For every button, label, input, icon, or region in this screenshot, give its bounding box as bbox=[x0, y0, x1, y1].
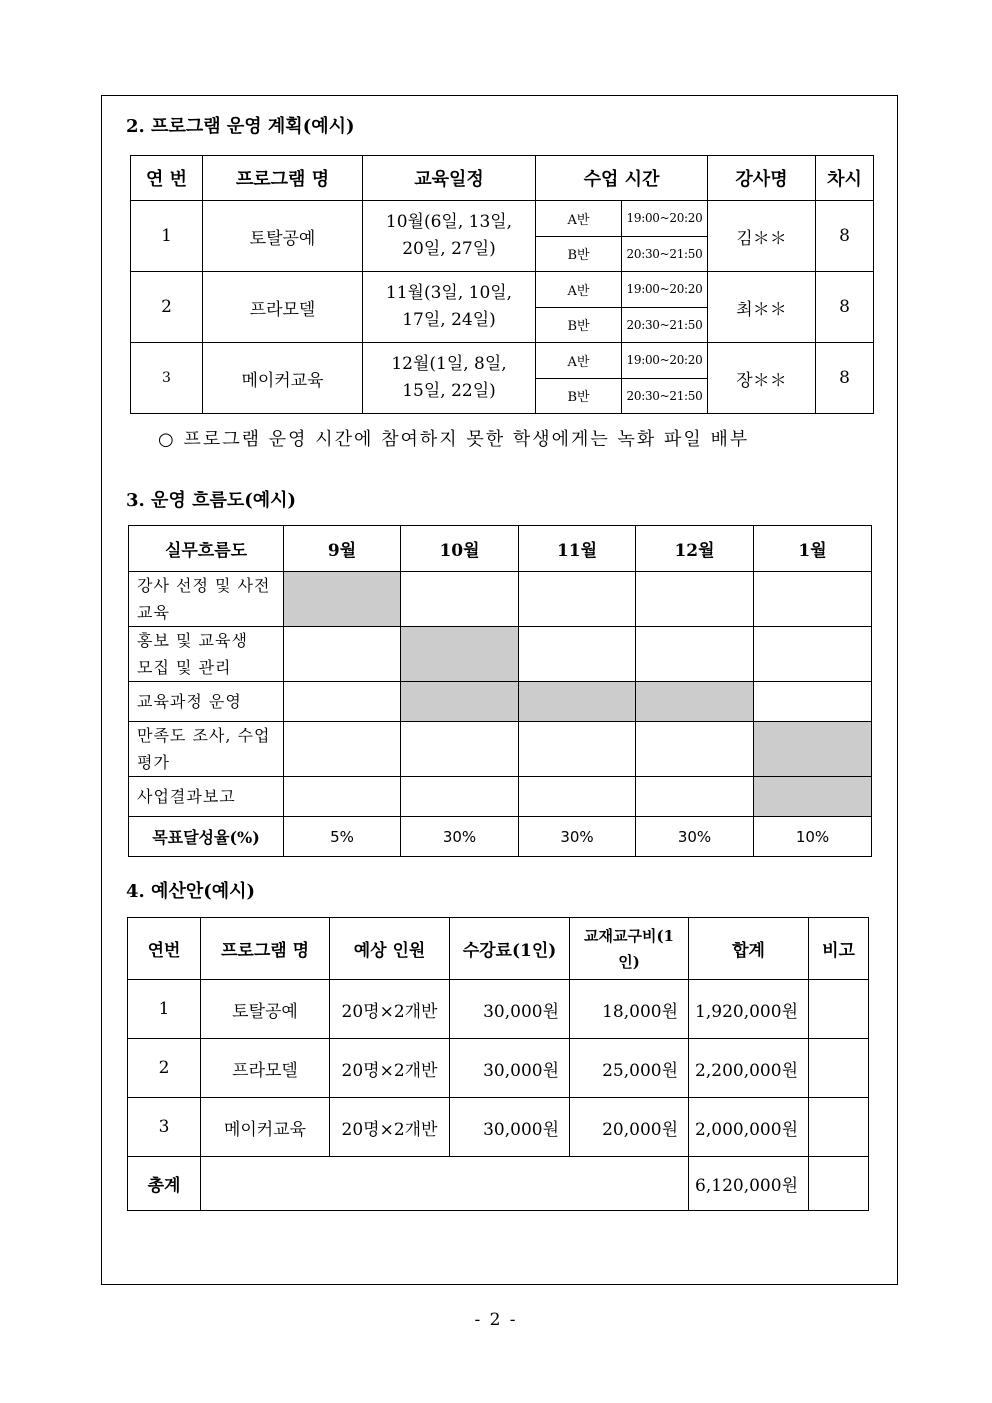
fee: 30,000원 bbox=[450, 980, 570, 1039]
schedule-cell-active bbox=[284, 572, 401, 627]
schedule-cell-active bbox=[754, 722, 872, 777]
schedule-cell bbox=[519, 722, 636, 777]
header-month: 1월 bbox=[754, 526, 872, 572]
recording-note: ○ 프로그램 운영 시간에 참여하지 못한 학생에게는 녹화 파일 배부 bbox=[158, 429, 750, 450]
class-b-time: 20:30~21:50 bbox=[622, 236, 708, 272]
row-no: 2 bbox=[131, 272, 203, 343]
grand-total-row bbox=[128, 1157, 869, 1211]
schedule-line: 10월(6일, 13일, bbox=[385, 212, 513, 232]
schedule-cell bbox=[636, 722, 754, 777]
schedule-cell bbox=[401, 572, 519, 627]
header-material-cost bbox=[570, 918, 689, 980]
row-total: 1,920,000원 bbox=[689, 980, 809, 1039]
table-header-row bbox=[128, 918, 869, 980]
target-rate: 5% bbox=[284, 817, 401, 857]
remark bbox=[809, 980, 869, 1039]
row-no: 3 bbox=[131, 343, 203, 414]
schedule-cell bbox=[754, 682, 872, 722]
fee: 30,000원 bbox=[450, 1039, 570, 1098]
schedule-line: 20일, 27일) bbox=[402, 239, 496, 259]
grand-total-label: 총계 bbox=[128, 1157, 201, 1211]
class-b-time: 20:30~21:50 bbox=[622, 307, 708, 343]
header-program-name: 프로그램 명 bbox=[203, 156, 363, 201]
table-row bbox=[129, 722, 872, 777]
table-row bbox=[128, 980, 869, 1039]
program-name: 메이커교육 bbox=[203, 343, 363, 414]
task-label-line: 홍보 및 교육생 bbox=[137, 631, 248, 650]
remark bbox=[809, 1039, 869, 1098]
header-program-name: 프로그램 명 bbox=[201, 918, 330, 980]
header-fee: 수강료(1인) bbox=[450, 918, 570, 980]
expected-people: 20명×2개반 bbox=[330, 1098, 450, 1157]
class-b: B반 bbox=[536, 378, 622, 414]
class-b-time: 20:30~21:50 bbox=[622, 378, 708, 414]
schedule-line: 15일, 22일) bbox=[402, 381, 496, 401]
schedule-cell bbox=[519, 627, 636, 682]
table-row bbox=[128, 1098, 869, 1157]
class-b: B반 bbox=[536, 307, 622, 343]
task-label: 사업결과보고 bbox=[129, 777, 284, 817]
target-rate: 30% bbox=[519, 817, 636, 857]
table-row bbox=[129, 627, 872, 682]
schedule-cell bbox=[284, 682, 401, 722]
task-label bbox=[129, 722, 284, 777]
header-total: 합계 bbox=[689, 918, 809, 980]
schedule-line: 12월(1일, 8일, bbox=[391, 354, 507, 374]
header-no: 연번 bbox=[128, 918, 201, 980]
instructor-name: 장＊＊ bbox=[708, 343, 816, 414]
table-row bbox=[131, 201, 874, 237]
schedule-cell bbox=[636, 777, 754, 817]
grand-total-spacer bbox=[201, 1157, 689, 1211]
program-schedule bbox=[363, 343, 536, 414]
task-label-line: 모집 및 관리 bbox=[137, 658, 232, 677]
fee: 30,000원 bbox=[450, 1098, 570, 1157]
class-b: B반 bbox=[536, 236, 622, 272]
schedule-cell bbox=[284, 722, 401, 777]
task-label: 교육과정 운영 bbox=[129, 682, 284, 722]
table-row bbox=[128, 1039, 869, 1098]
class-a: A반 bbox=[536, 201, 622, 237]
header-material-line: 교재교구비(1 bbox=[584, 926, 674, 945]
material-cost: 18,000원 bbox=[570, 980, 689, 1039]
header-schedule: 교육일정 bbox=[363, 156, 536, 201]
task-label bbox=[129, 627, 284, 682]
page-number: - 2 - bbox=[474, 1310, 518, 1330]
session-count: 8 bbox=[816, 272, 874, 343]
target-rate: 30% bbox=[401, 817, 519, 857]
header-month: 12월 bbox=[636, 526, 754, 572]
table-row bbox=[129, 682, 872, 722]
class-a-time: 19:00~20:20 bbox=[622, 343, 708, 379]
row-total: 2,200,000원 bbox=[689, 1039, 809, 1098]
program-name: 프라모델 bbox=[201, 1039, 330, 1098]
row-no: 1 bbox=[128, 980, 201, 1039]
task-label-line: 평가 bbox=[137, 753, 170, 772]
class-a-time: 19:00~20:20 bbox=[622, 201, 708, 237]
row-no: 2 bbox=[128, 1039, 201, 1098]
expected-people: 20명×2개반 bbox=[330, 1039, 450, 1098]
header-class-time: 수업 시간 bbox=[536, 156, 708, 201]
program-name: 프라모델 bbox=[203, 272, 363, 343]
schedule-cell bbox=[754, 572, 872, 627]
schedule-cell-active bbox=[401, 627, 519, 682]
budget-table bbox=[127, 917, 869, 1211]
material-cost: 25,000원 bbox=[570, 1039, 689, 1098]
header-material-line: 인) bbox=[618, 952, 640, 971]
table-row bbox=[131, 343, 874, 379]
header-expected-people: 예상 인원 bbox=[330, 918, 450, 980]
table-row bbox=[129, 572, 872, 627]
material-cost: 20,000원 bbox=[570, 1098, 689, 1157]
table-row bbox=[129, 817, 872, 857]
schedule-cell bbox=[401, 777, 519, 817]
header-month: 10월 bbox=[401, 526, 519, 572]
target-rate: 10% bbox=[754, 817, 872, 857]
schedule-cell-active bbox=[401, 682, 519, 722]
header-no: 연 번 bbox=[131, 156, 203, 201]
instructor-name: 김＊＊ bbox=[708, 201, 816, 272]
schedule-line: 17일, 24일) bbox=[402, 310, 496, 330]
table-header-row bbox=[131, 156, 874, 201]
task-label-line: 강사 선정 및 사전 bbox=[137, 576, 271, 595]
program-name: 토탈공예 bbox=[201, 980, 330, 1039]
target-rate: 30% bbox=[636, 817, 754, 857]
grand-total-value: 6,120,000원 bbox=[689, 1157, 809, 1211]
class-a: A반 bbox=[536, 272, 622, 308]
header-month: 9월 bbox=[284, 526, 401, 572]
instructor-name: 최＊＊ bbox=[708, 272, 816, 343]
schedule-cell-active bbox=[519, 682, 636, 722]
program-schedule bbox=[363, 272, 536, 343]
target-rate-label: 목표달성율(%) bbox=[129, 817, 284, 857]
section2-heading: 2. 프로그램 운영 계획(예시) bbox=[126, 116, 355, 137]
schedule-cell bbox=[636, 627, 754, 682]
header-instructor: 강사명 bbox=[708, 156, 816, 201]
schedule-cell bbox=[519, 777, 636, 817]
section3-heading: 3. 운영 흐름도(예시) bbox=[126, 490, 297, 511]
table-row bbox=[131, 272, 874, 308]
schedule-cell bbox=[284, 777, 401, 817]
row-no: 1 bbox=[131, 201, 203, 272]
task-label-line: 만족도 조사, 수업 bbox=[137, 726, 271, 745]
schedule-cell bbox=[401, 722, 519, 777]
program-schedule bbox=[363, 201, 536, 272]
expected-people: 20명×2개반 bbox=[330, 980, 450, 1039]
task-label bbox=[129, 572, 284, 627]
task-label-line: 교육 bbox=[137, 603, 170, 622]
program-name: 토탈공예 bbox=[203, 201, 363, 272]
program-name: 메이커교육 bbox=[201, 1098, 330, 1157]
schedule-cell bbox=[519, 572, 636, 627]
table-header-row bbox=[129, 526, 872, 572]
schedule-cell bbox=[754, 627, 872, 682]
row-no: 3 bbox=[128, 1098, 201, 1157]
schedule-cell bbox=[636, 572, 754, 627]
row-total: 2,000,000원 bbox=[689, 1098, 809, 1157]
schedule-cell bbox=[284, 627, 401, 682]
remark bbox=[809, 1098, 869, 1157]
program-plan-table bbox=[130, 155, 874, 414]
schedule-cell-active bbox=[636, 682, 754, 722]
header-remark: 비고 bbox=[809, 918, 869, 980]
header-month: 11월 bbox=[519, 526, 636, 572]
header-workflow: 실무흐름도 bbox=[129, 526, 284, 572]
session-count: 8 bbox=[816, 343, 874, 414]
section4-heading: 4. 예산안(예시) bbox=[126, 881, 256, 902]
grand-total-remark bbox=[809, 1157, 869, 1211]
table-row bbox=[129, 777, 872, 817]
class-a-time: 19:00~20:20 bbox=[622, 272, 708, 308]
class-a: A반 bbox=[536, 343, 622, 379]
workflow-table bbox=[128, 525, 872, 857]
schedule-line: 11월(3일, 10일, bbox=[385, 283, 513, 303]
schedule-cell-active bbox=[754, 777, 872, 817]
header-sessions: 차시 bbox=[816, 156, 874, 201]
session-count: 8 bbox=[816, 201, 874, 272]
